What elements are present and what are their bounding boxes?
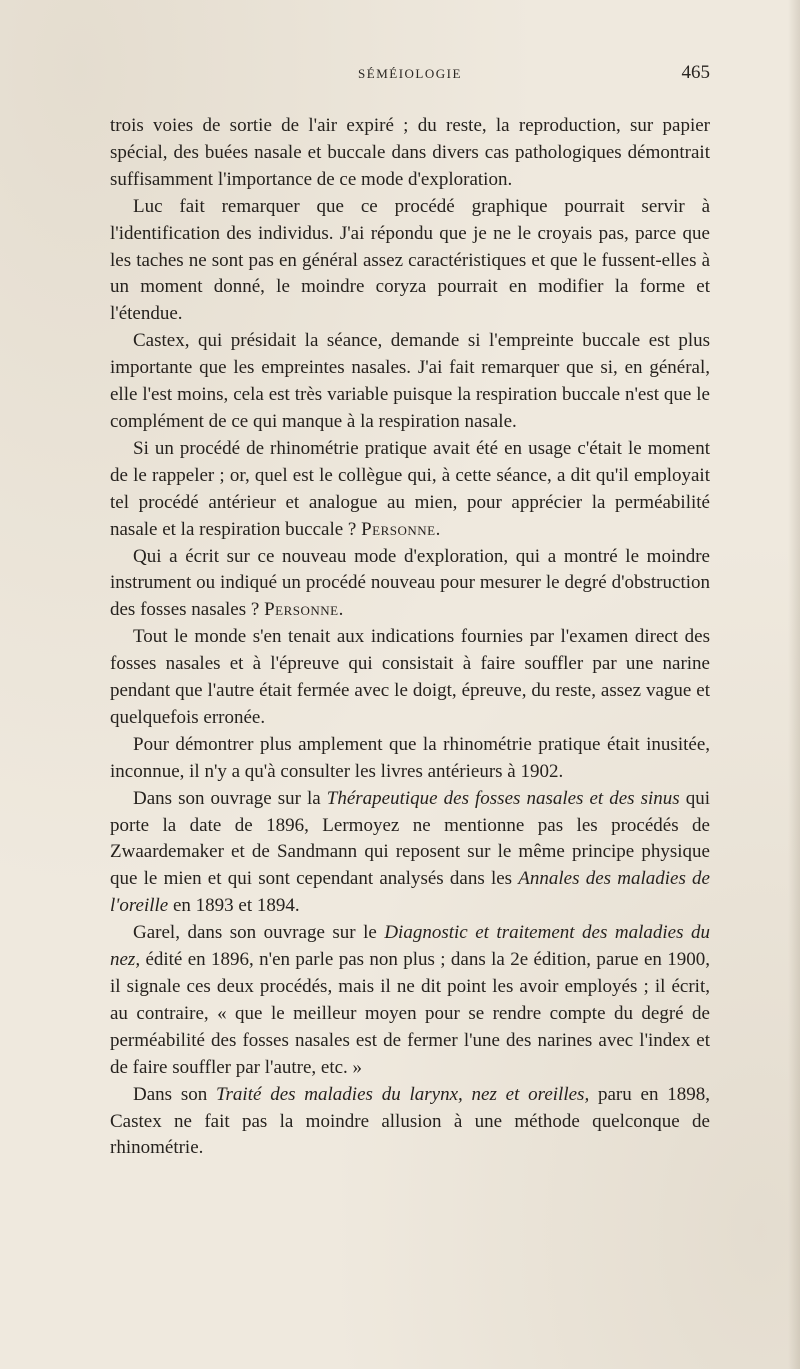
paragraph-10-part-1: Dans son [133, 1083, 217, 1105]
paragraph-6-text: Tout le monde s'en tenait aux indications fournies par l'examen direct des fosses nasales et à l'épreuve qui consistait à faire souffler par une narine pendant que l'autre était fermée avec le doigt, épreuve, du reste, assez vague et quelquefois erronée. [110, 626, 710, 728]
paragraph-8-title-2: Annales des maladies de l'oreille [110, 868, 710, 917]
paragraph-10-title-1: Traité des maladies du larynx, nez et oreilles, [216, 1083, 590, 1105]
paragraph-3-text: Castex, qui présidait la séance, demande si l'empreinte buccale est plus importante que les empreintes nasales. J'ai fait remarquer que si, en général, elle l'est moins, cela est très variable puisque la respiration buccale n'est que le complément de ce qui manque à la respiration nasale. [110, 330, 710, 432]
paragraph-8 [110, 786, 710, 921]
paragraph-5-text: Qui a écrit sur ce nouveau mode d'exploration, qui a montré le moindre instrument ou indiqué un procédé nouveau pour mesurer le degré d'obstruction des fosses nasales ? [110, 545, 710, 621]
page-number: 465 [681, 62, 710, 83]
paragraph-3 [110, 328, 710, 436]
paragraph-9-part-2: édité en 1896, n'en parle pas non plus ; dans la 2e édition, parue en 1900, il signale ces deux procédés, mais il ne dit point les avoir employés ; il écrit, au contraire, « que le meilleur moyen pour se rendre compte du degré de perméabilité des fosses nasales est de fermer l'une des narines avec l'index et de faire souffler par l'autre, etc. » [110, 949, 710, 1078]
paragraph-8-part-3: en 1893 et 1894. [168, 895, 300, 917]
paragraph-8-part-2: qui porte la date de 1896, Lermoyez ne mentionne pas les procédés de Zwaardemaker et de Sandmann qui reposent sur le même principe physique que le mien et qui sont cependant analysés dans les [110, 787, 710, 890]
paragraph-7 [110, 732, 710, 786]
paragraph-9 [110, 920, 710, 1081]
paragraph-10-part-2: paru en 1898, Castex ne fait pas la moindre allusion à une méthode quelconque de rhinométrie. [110, 1083, 710, 1159]
running-header [110, 62, 710, 92]
paragraph-2 [110, 194, 710, 329]
paragraph-4 [110, 436, 710, 544]
paragraph-5 [110, 544, 710, 625]
paragraph-6 [110, 624, 710, 732]
paragraph-9-part-1: Garel, dans son ouvrage sur le [133, 922, 385, 944]
running-title: SÉMÉIOLOGIE [358, 66, 462, 81]
body-text [110, 113, 710, 1162]
paragraph-9-title-1: Diagnostic et traitement des maladies du nez, [110, 922, 710, 971]
paragraph-4-text: Si un procédé de rhinométrie pratique avait été en usage c'était le moment de le rappeler ; or, quel est le collègue qui, à cette séance, a dit qu'il employait tel procédé antérieur et analogue au mien, pour apprécier la perméabilité nasale et la respiration buccale ? [110, 437, 710, 540]
paragraph-1 [110, 113, 710, 194]
paragraph-8-title-1: Thérapeutique des fosses nasales et des sinus [326, 787, 680, 809]
paragraph-2-text: Luc fait remarquer que ce procédé graphique pourrait servir à l'identification des individus. J'ai répondu que je ne le croyais pas, parce que les taches ne sont pas en général assez caractéristiques et que le fussent-elles à un moment donné, le moindre coryza pourrait en modifier la forme et l'étendue. [110, 195, 710, 325]
paragraph-8-part-1: Dans son ouvrage sur la [133, 787, 327, 809]
paragraph-10 [110, 1082, 710, 1163]
paragraph-4-answer: Personne. [361, 518, 441, 540]
paragraph-7-text: Pour démontrer plus amplement que la rhinométrie pratique était inusitée, inconnue, il n'y a qu'à consulter les livres antérieurs à 1902. [110, 733, 710, 782]
paragraph-1-text: trois voies de sortie de l'air expiré ; du reste, la reproduction, sur papier spécial, des buées nasale et buccale dans divers cas pathologiques démontrait suffisamment l'importance de ce mode d'exploration. [110, 115, 710, 190]
paragraph-5-answer: Personne. [264, 599, 344, 621]
page-edge-shadow [788, 0, 800, 1369]
